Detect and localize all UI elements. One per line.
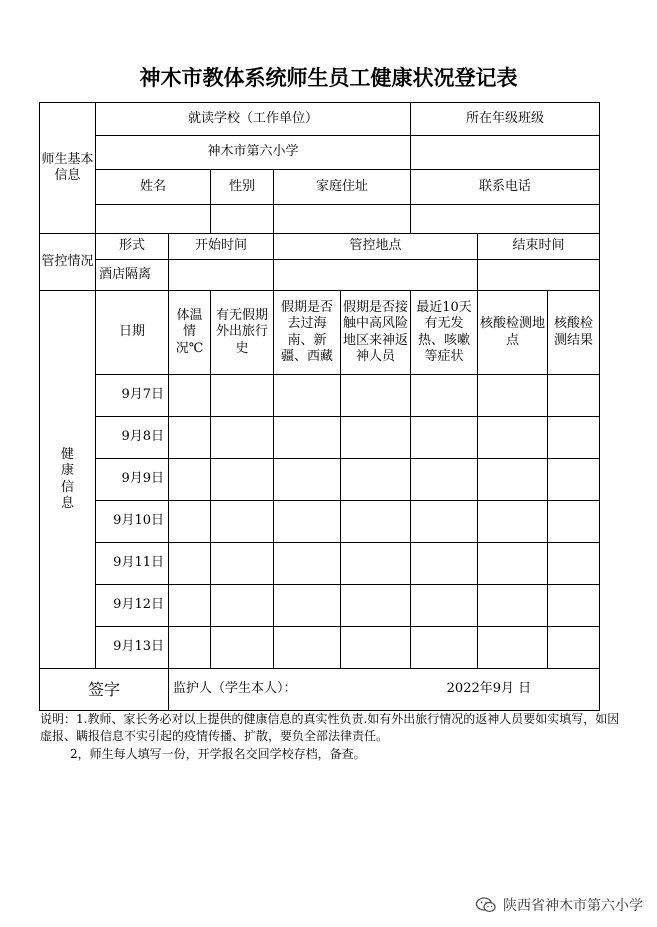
cell[interactable]: [211, 375, 274, 417]
school-header: 就读学校（工作单位）: [96, 103, 411, 136]
date-row-label: 9月7日: [96, 375, 169, 417]
sign-label: 签字: [40, 669, 169, 711]
cell[interactable]: [274, 375, 341, 417]
cell[interactable]: [169, 459, 211, 501]
name-header: 姓名: [96, 170, 211, 205]
cell[interactable]: [478, 375, 548, 417]
control-label: 管控情况: [40, 234, 96, 291]
cell[interactable]: [169, 627, 211, 669]
date-row-label: 9月12日: [96, 585, 169, 627]
address-header: 家庭住址: [274, 170, 411, 205]
date-row-label: 9月11日: [96, 543, 169, 585]
control-form-value[interactable]: 酒店隔离: [96, 260, 169, 291]
control-place-value[interactable]: [274, 260, 478, 291]
cell[interactable]: [341, 459, 411, 501]
control-start-header: 开始时间: [169, 234, 274, 260]
col-temperature: 体温情况℃: [169, 291, 211, 375]
cell[interactable]: [478, 501, 548, 543]
cell[interactable]: [478, 543, 548, 585]
cell[interactable]: [411, 501, 478, 543]
sign-area[interactable]: [169, 669, 600, 711]
footer-text: 陕西省神木市第六小学: [503, 898, 643, 914]
form-title: 神木市教体系统师生员工健康状况登记表: [139, 66, 518, 90]
cell[interactable]: [211, 627, 274, 669]
col-date: 日期: [96, 291, 169, 375]
control-start-value[interactable]: [169, 260, 274, 291]
guardian-label: 监护人（学生本人）：: [173, 681, 297, 697]
cell[interactable]: [211, 543, 274, 585]
cell[interactable]: [548, 543, 600, 585]
class-header: 所在年级班级: [411, 103, 600, 136]
cell[interactable]: [548, 627, 600, 669]
cell[interactable]: [274, 627, 341, 669]
note-2: 2，师生每人填写一份，开学报名交回学校存档，备查。: [70, 746, 366, 761]
note-1: 说明：1.教师、家长务必对以上提供的健康信息的真实性负责.如有外出旅行情况的返神人员要如实填写，如因虚报、瞒报信息不实引起的疫情传播、扩散，要负全部法律责任。: [40, 712, 620, 744]
cell[interactable]: [411, 417, 478, 459]
control-place-header: 管控地点: [274, 234, 478, 260]
gender-value[interactable]: [211, 205, 274, 234]
cell[interactable]: [548, 585, 600, 627]
control-end-header: 结束时间: [478, 234, 600, 260]
cell[interactable]: [341, 501, 411, 543]
name-value[interactable]: [96, 205, 211, 234]
cell[interactable]: [478, 459, 548, 501]
phone-header: 联系电话: [411, 170, 600, 205]
cell[interactable]: [169, 543, 211, 585]
cell[interactable]: [341, 543, 411, 585]
cell[interactable]: [478, 627, 548, 669]
date-row-label: 9月8日: [96, 417, 169, 459]
cell[interactable]: [411, 585, 478, 627]
cell[interactable]: [411, 375, 478, 417]
col-symptoms: 最近10天有无发热、咳嗽等症状: [411, 291, 478, 375]
cell[interactable]: [341, 585, 411, 627]
cell[interactable]: [211, 417, 274, 459]
col-hainan-xinjiang-tibet: 假期是否去过海南、新疆、西藏: [274, 291, 341, 375]
cell[interactable]: [169, 501, 211, 543]
class-value[interactable]: [411, 136, 600, 170]
cell[interactable]: [341, 375, 411, 417]
cell[interactable]: [274, 501, 341, 543]
wechat-icon: [475, 896, 497, 914]
date-row-label: 9月13日: [96, 627, 169, 669]
cell[interactable]: [548, 459, 600, 501]
cell[interactable]: [211, 585, 274, 627]
cell[interactable]: [341, 417, 411, 459]
cell[interactable]: [411, 459, 478, 501]
cell[interactable]: [411, 627, 478, 669]
cell[interactable]: [211, 459, 274, 501]
cell[interactable]: [274, 543, 341, 585]
cell[interactable]: [548, 501, 600, 543]
health-info-label: 健康信息: [40, 291, 96, 669]
cell[interactable]: [478, 417, 548, 459]
notes: [40, 711, 630, 763]
col-nucleic-test-result: 核酸检测结果: [548, 291, 600, 375]
sign-date: 2022年9月 日: [446, 681, 532, 697]
cell[interactable]: [274, 585, 341, 627]
date-row-label: 9月10日: [96, 501, 169, 543]
cell[interactable]: [274, 459, 341, 501]
cell[interactable]: [169, 417, 211, 459]
phone-value[interactable]: [411, 205, 600, 234]
cell[interactable]: [274, 417, 341, 459]
cell[interactable]: [211, 501, 274, 543]
cell[interactable]: [169, 375, 211, 417]
address-value[interactable]: [274, 205, 411, 234]
gender-header: 性别: [211, 170, 274, 205]
cell[interactable]: [169, 585, 211, 627]
health-registration-table: [39, 102, 600, 711]
control-form-header: 形式: [96, 234, 169, 260]
col-risk-contact: 假期是否接触中高风险地区来神返神人员: [341, 291, 411, 375]
cell[interactable]: [548, 417, 600, 459]
control-end-value[interactable]: [478, 260, 600, 291]
date-row-label: 9月9日: [96, 459, 169, 501]
col-nucleic-test-place: 核酸检测地点: [478, 291, 548, 375]
col-travel-history: 有无假期外出旅行史: [211, 291, 274, 375]
cell[interactable]: [478, 585, 548, 627]
footer-watermark: [475, 895, 643, 915]
basic-info-label: 师生基本信息: [40, 103, 96, 234]
cell[interactable]: [341, 627, 411, 669]
cell[interactable]: [548, 375, 600, 417]
cell[interactable]: [411, 543, 478, 585]
school-value[interactable]: 神木市第六小学: [96, 136, 411, 170]
